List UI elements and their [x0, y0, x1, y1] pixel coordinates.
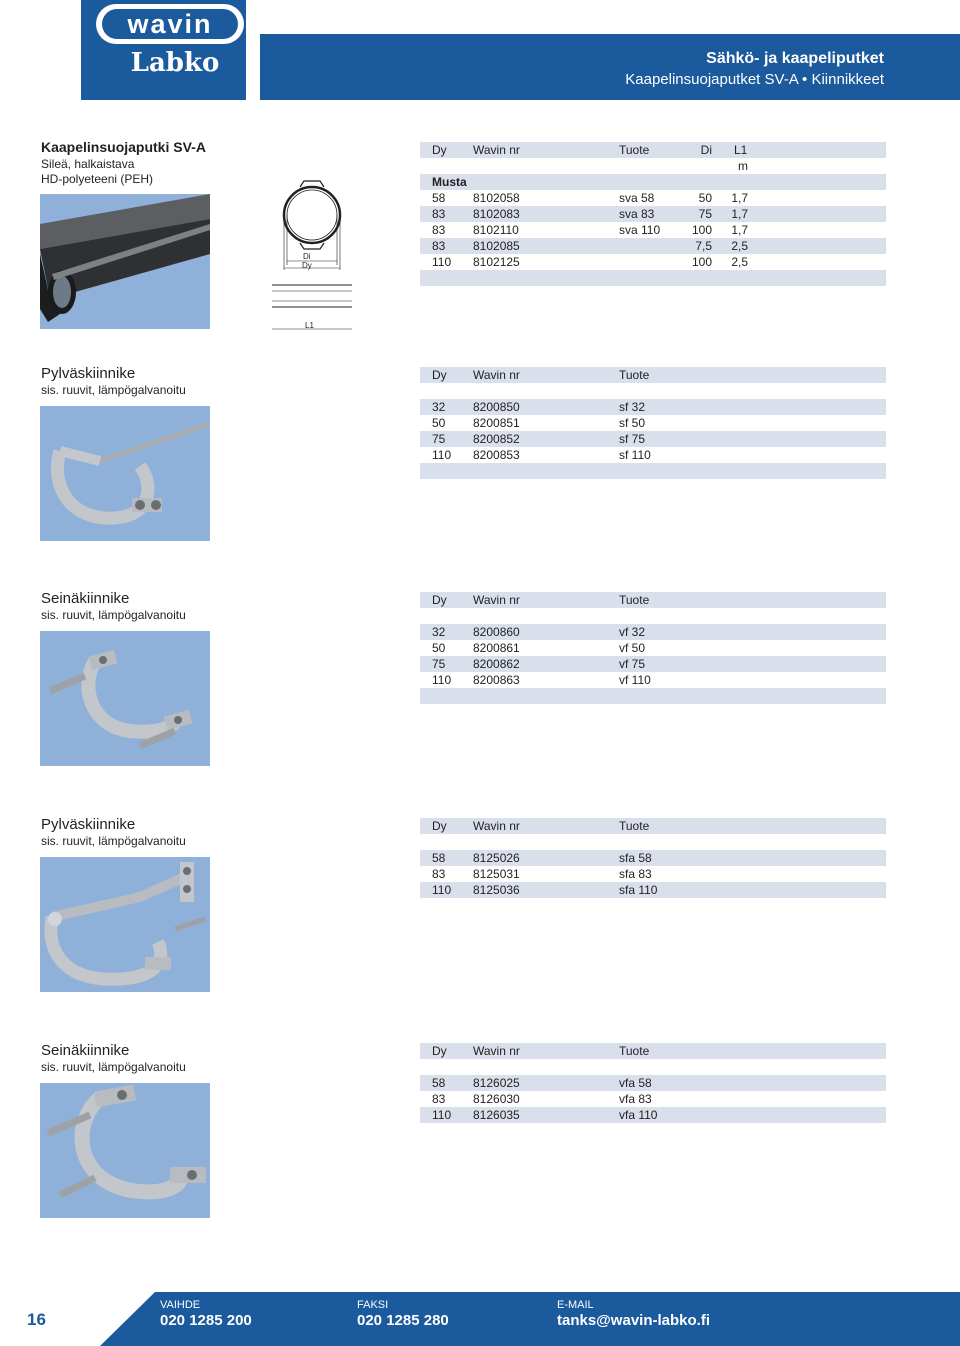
diagram-label-dy: Dy [302, 261, 312, 270]
cell-tuote: sf 75 [619, 432, 646, 446]
table-row [420, 206, 886, 222]
section-title-sva: Kaapelinsuojaputki SV-A [41, 139, 206, 155]
page-subtitle: Kaapelinsuojaputket SV-A • Kiinnikkeet [625, 71, 884, 88]
table-row [420, 222, 886, 238]
cell-tuote: vfa 83 [619, 1092, 652, 1106]
col-header-dy: Dy [432, 819, 447, 833]
col-unit-m: m [738, 159, 748, 173]
cell-wavin: 8200861 [473, 641, 520, 655]
cell-tuote: sf 32 [619, 400, 646, 414]
cell-dy: 32 [432, 625, 446, 639]
table-group-row [420, 174, 886, 190]
product-table-sva [420, 142, 886, 286]
section-desc-sva-2: HD-polyeteeni (PEH) [41, 172, 154, 186]
cell-dy: 58 [432, 851, 446, 865]
cell-dy: 75 [432, 432, 446, 446]
section-desc-pylvaskiinnike-2: sis. ruuvit, lämpögalvanoitu [41, 834, 186, 848]
col-header-dy: Dy [432, 1044, 447, 1058]
table-row [420, 624, 886, 640]
cell-wavin: 8200862 [473, 657, 520, 671]
table-row [420, 415, 886, 431]
table-row [420, 672, 886, 688]
col-header-tuote: Tuote [619, 143, 650, 157]
cell-wavin: 8200853 [473, 448, 520, 462]
cell-wavin: 8200851 [473, 416, 520, 430]
section-title-pylvaskiinnike-2: Pylväskiinnike [41, 816, 136, 833]
cell-di: 50 [698, 191, 712, 205]
cell-wavin: 8102110 [473, 223, 519, 237]
cell-dy: 58 [432, 1076, 446, 1090]
section-title-seinakiinnike-2: Seinäkiinnike [41, 1042, 130, 1059]
col-header-tuote: Tuote [619, 819, 650, 833]
table-unit-row [420, 158, 886, 174]
email-link[interactable]: tanks@wavin-labko.fi [557, 1312, 710, 1329]
cell-wavin: 8102085 [473, 239, 520, 253]
col-header-di: Di [700, 143, 712, 157]
cell-dy: 110 [432, 1108, 452, 1122]
table-spacer-row [420, 608, 886, 624]
cell-dy: 83 [432, 239, 446, 253]
cell-tuote: vf 50 [619, 641, 646, 655]
section-desc-seinakiinnike-2: sis. ruuvit, lämpögalvanoitu [41, 1060, 186, 1074]
cell-di: 100 [691, 255, 712, 269]
cell-tuote: sf 50 [619, 416, 646, 430]
cell-wavin: 8125036 [473, 883, 520, 897]
cell-wavin: 8200863 [473, 673, 520, 687]
cell-dy: 110 [432, 673, 452, 687]
header-white-left [0, 34, 81, 100]
table-spacer-row [420, 834, 886, 850]
cell-tuote: sva 58 [619, 191, 655, 205]
cell-di: 7,5 [695, 239, 712, 253]
table-row [420, 1091, 886, 1107]
cell-wavin: 8126025 [473, 1076, 520, 1090]
product-photo-pole-clamp-1 [40, 406, 210, 541]
cell-di: 75 [698, 207, 712, 221]
table-row [420, 1107, 886, 1123]
cell-l1: 1,7 [731, 223, 748, 237]
col-header-wavin: Wavin nr [473, 368, 520, 382]
table-footer-band [420, 270, 886, 286]
cell-tuote: vf 32 [619, 625, 646, 639]
section-desc-pylvaskiinnike-1: sis. ruuvit, lämpögalvanoitu [41, 383, 186, 397]
table-row [420, 866, 886, 882]
table-header-row [420, 1043, 886, 1059]
page-number: 16 [27, 1310, 46, 1329]
table-row [420, 447, 886, 463]
cell-dy: 58 [432, 191, 446, 205]
col-header-dy: Dy [432, 368, 447, 382]
col-header-dy: Dy [432, 143, 447, 157]
product-photo-pole-clamp-2 [40, 857, 210, 992]
cell-dy: 110 [432, 448, 452, 462]
table-row [420, 1075, 886, 1091]
cell-dy: 75 [432, 657, 446, 671]
col-header-wavin: Wavin nr [473, 143, 520, 157]
email-label: E-MAIL [557, 1299, 594, 1311]
cell-dy: 110 [432, 255, 452, 269]
table-spacer-row [420, 383, 886, 399]
phone-label: VAIHDE [160, 1299, 201, 1311]
product-table-vfa [420, 1043, 886, 1123]
cell-wavin: 8125031 [473, 867, 520, 881]
col-header-tuote: Tuote [619, 368, 650, 382]
cell-wavin: 8102083 [473, 207, 520, 221]
phone-number: 020 1285 200 [160, 1312, 252, 1329]
product-photo-wall-clamp-1 [40, 631, 210, 766]
cell-tuote: sva 110 [619, 223, 661, 237]
footer-bar [0, 1292, 960, 1346]
table-footer-band [420, 463, 886, 479]
cell-tuote: vfa 110 [619, 1108, 658, 1122]
cell-tuote: sfa 110 [619, 883, 658, 897]
cell-dy: 83 [432, 1092, 446, 1106]
section-desc-seinakiinnike-1: sis. ruuvit, lämpögalvanoitu [41, 608, 186, 622]
table-header-row [420, 818, 886, 834]
section-title-seinakiinnike-1: Seinäkiinnike [41, 590, 130, 607]
table-row [420, 190, 886, 206]
cell-wavin: 8102125 [473, 255, 520, 269]
table-row [420, 431, 886, 447]
table-row [420, 656, 886, 672]
cell-l1: 2,5 [731, 255, 748, 269]
cell-wavin: 8126035 [473, 1108, 520, 1122]
cell-di: 100 [691, 223, 712, 237]
cell-wavin: 8200850 [473, 400, 520, 414]
product-photo-wall-clamp-2 [40, 1083, 210, 1218]
table-row [420, 238, 886, 254]
cell-tuote: sf 110 [619, 448, 651, 462]
cell-tuote: sva 83 [619, 207, 655, 221]
product-photo-pipe [40, 194, 210, 329]
table-row [420, 640, 886, 656]
cell-l1: 1,7 [731, 191, 748, 205]
table-row [420, 254, 886, 270]
product-table-vf [420, 592, 886, 704]
col-header-wavin: Wavin nr [473, 819, 520, 833]
product-table-sf [420, 367, 886, 479]
cell-dy: 110 [432, 883, 452, 897]
cell-wavin: 8125026 [473, 851, 520, 865]
cell-wavin: 8200852 [473, 432, 520, 446]
cell-dy: 83 [432, 223, 446, 237]
fax-label: FAKSI [357, 1299, 389, 1311]
cell-dy: 50 [432, 416, 446, 430]
col-header-dy: Dy [432, 593, 447, 607]
diagram-label-di: Di [303, 252, 311, 261]
table-row [420, 882, 886, 898]
cell-tuote: vf 110 [619, 673, 651, 687]
cell-wavin: 8102058 [473, 191, 520, 205]
col-header-wavin: Wavin nr [473, 1044, 520, 1058]
table-footer-band [420, 688, 886, 704]
cell-wavin: 8126030 [473, 1092, 520, 1106]
wavin-logo-text: wavin [127, 9, 213, 39]
col-header-wavin: Wavin nr [473, 593, 520, 607]
header-white-gap [246, 34, 260, 100]
cell-tuote: vfa 58 [619, 1076, 652, 1090]
table-header-row [420, 367, 886, 383]
col-header-l1: L1 [734, 143, 748, 157]
table-row [420, 399, 886, 415]
cell-tuote: sfa 58 [619, 851, 652, 865]
labko-logo-text: Labko [130, 48, 220, 78]
fax-number: 020 1285 280 [357, 1312, 449, 1329]
group-label-musta: Musta [432, 175, 467, 189]
table-row [420, 850, 886, 866]
cell-l1: 2,5 [731, 239, 748, 253]
col-header-tuote: Tuote [619, 593, 650, 607]
cell-tuote: vf 75 [619, 657, 646, 671]
section-title-pylvaskiinnike-1: Pylväskiinnike [41, 365, 136, 382]
col-header-tuote: Tuote [619, 1044, 650, 1058]
page-title: Sähkö- ja kaapeliputket [706, 50, 884, 67]
cell-tuote: sfa 83 [619, 867, 652, 881]
cell-dy: 83 [432, 867, 446, 881]
cell-wavin: 8200860 [473, 625, 520, 639]
product-table-sfa [420, 818, 886, 898]
cell-dy: 50 [432, 641, 446, 655]
pipe-dimension-diagram [272, 175, 352, 335]
section-desc-sva-1: Sileä, halkaistava [41, 157, 135, 171]
cell-dy: 32 [432, 400, 446, 414]
table-header-row [420, 592, 886, 608]
table-spacer-row [420, 1059, 886, 1075]
cell-dy: 83 [432, 207, 446, 221]
diagram-label-l1: L1 [305, 321, 314, 330]
table-header-row [420, 142, 886, 158]
cell-l1: 1,7 [731, 207, 748, 221]
